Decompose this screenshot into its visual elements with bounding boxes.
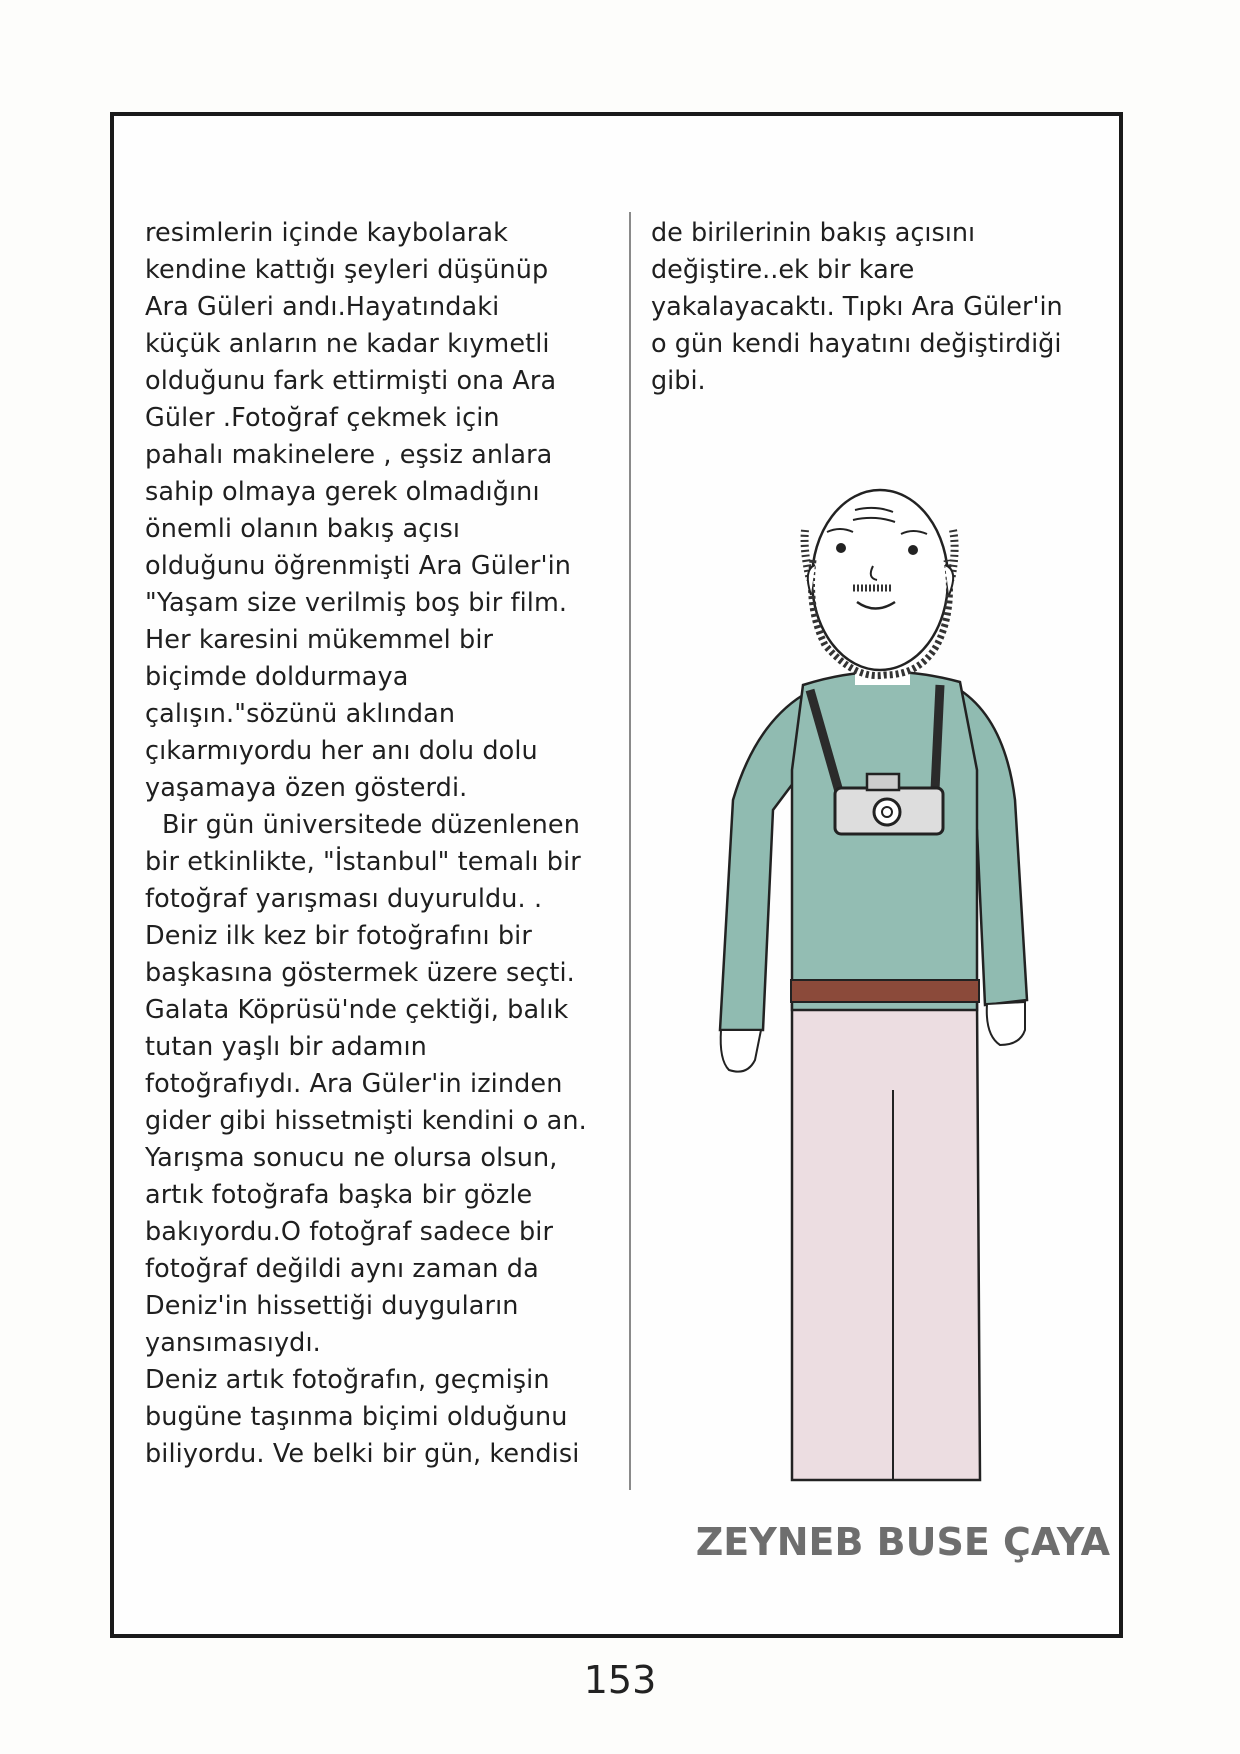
text-line: fotoğraf yarışması duyuruldu. . (145, 884, 543, 914)
paragraph-3 (145, 1362, 625, 1473)
man-with-camera-illustration (715, 470, 1055, 1490)
text-line: fotoğraf değildi aynı zaman da (145, 1254, 539, 1284)
right-hand (987, 1002, 1025, 1045)
text-line: "Yaşam size verilmiş boş bir film. (145, 588, 568, 618)
camera-top (867, 774, 899, 790)
text-line: bakıyordu.O fotoğraf sadece bir (145, 1217, 554, 1247)
text-line: Güler .Fotoğraf çekmek için (145, 403, 500, 433)
text-line: o gün kendi hayatını değiştirdiği (651, 329, 1062, 359)
paragraph-continuation (651, 215, 1096, 400)
head (812, 490, 948, 670)
text-line: küçük anların ne kadar kıymetli (145, 329, 550, 359)
text-line: sahip olmaya gerek olmadığını (145, 477, 540, 507)
author-name: ZEYNEB BUSE ÇAYA (695, 1520, 1110, 1564)
text-line: kendine kattığı şeyleri düşünüp (145, 255, 549, 285)
text-line: başkasına göstermek üzere seçti. (145, 958, 575, 988)
text-line: artık fotoğrafa başka bir gözle (145, 1180, 533, 1210)
text-line: olduğunu öğrenmişti Ara Güler'in (145, 551, 572, 581)
text-line: gider gibi hissetmişti kendini o an. (145, 1106, 587, 1136)
text-line: gibi. (651, 366, 706, 396)
text-line: Deniz'in hissettiği duyguların (145, 1291, 519, 1321)
text-line: resimlerin içinde kaybolarak (145, 218, 508, 248)
text-line: yakalayacaktı. Tıpkı Ara Güler'in (651, 292, 1063, 322)
camera-lens-inner (882, 807, 892, 817)
text-line: Bir gün üniversitede düzenlenen (162, 810, 580, 840)
text-line: yaşamaya özen gösterdi. (145, 773, 468, 803)
text-line: Her karesini mükemmel bir (145, 625, 494, 655)
text-line: biliyordu. Ve belki bir gün, kendisi (145, 1439, 580, 1469)
text-line: çıkarmıyordu her anı dolu dolu (145, 736, 538, 766)
text-line: Deniz ilk kez bir fotoğrafını bir (145, 921, 532, 951)
text-line: olduğunu fark ettirmişti ona Ara (145, 366, 557, 396)
text-line: Galata Köprüsü'nde çektiği, balık (145, 995, 569, 1025)
page-number: 153 (583, 1658, 657, 1702)
right-text-column (651, 215, 1096, 400)
camera-strap-right (935, 685, 940, 790)
left-hand (721, 1030, 761, 1072)
text-line: Deniz artık fotoğrafın, geçmişin (145, 1365, 550, 1395)
left-text-column (145, 215, 625, 1473)
text-line: Yarışma sonucu ne olursa olsun, (145, 1143, 558, 1173)
text-line: de birilerinin bakış açısını (651, 218, 976, 248)
text-line: önemli olanın bakış açısı (145, 514, 461, 544)
pants (792, 1000, 980, 1480)
text-line: bugüne taşınma biçimi olduğunu (145, 1402, 568, 1432)
belt (791, 980, 979, 1002)
text-line: biçimde doldurmaya (145, 662, 409, 692)
text-line: değiştire..ek bir kare (651, 255, 915, 285)
text-line: bir etkinlikte, "İstanbul" temalı bir (145, 847, 581, 877)
text-line: çalışın."sözünü aklından (145, 699, 456, 729)
text-line: Ara Güleri andı.Hayatındaki (145, 292, 500, 322)
eye-left (836, 543, 846, 553)
text-line: fotoğrafıydı. Ara Güler'in izinden (145, 1069, 563, 1099)
paragraph-2 (145, 807, 625, 1362)
text-line: tutan yaşlı bir adamın (145, 1032, 427, 1062)
paragraph-1 (145, 215, 625, 807)
eye-right (908, 545, 918, 555)
text-line: yansımasıydı. (145, 1328, 321, 1358)
column-divider (629, 212, 631, 1490)
text-line: pahalı makinelere , eşsiz anlara (145, 440, 553, 470)
